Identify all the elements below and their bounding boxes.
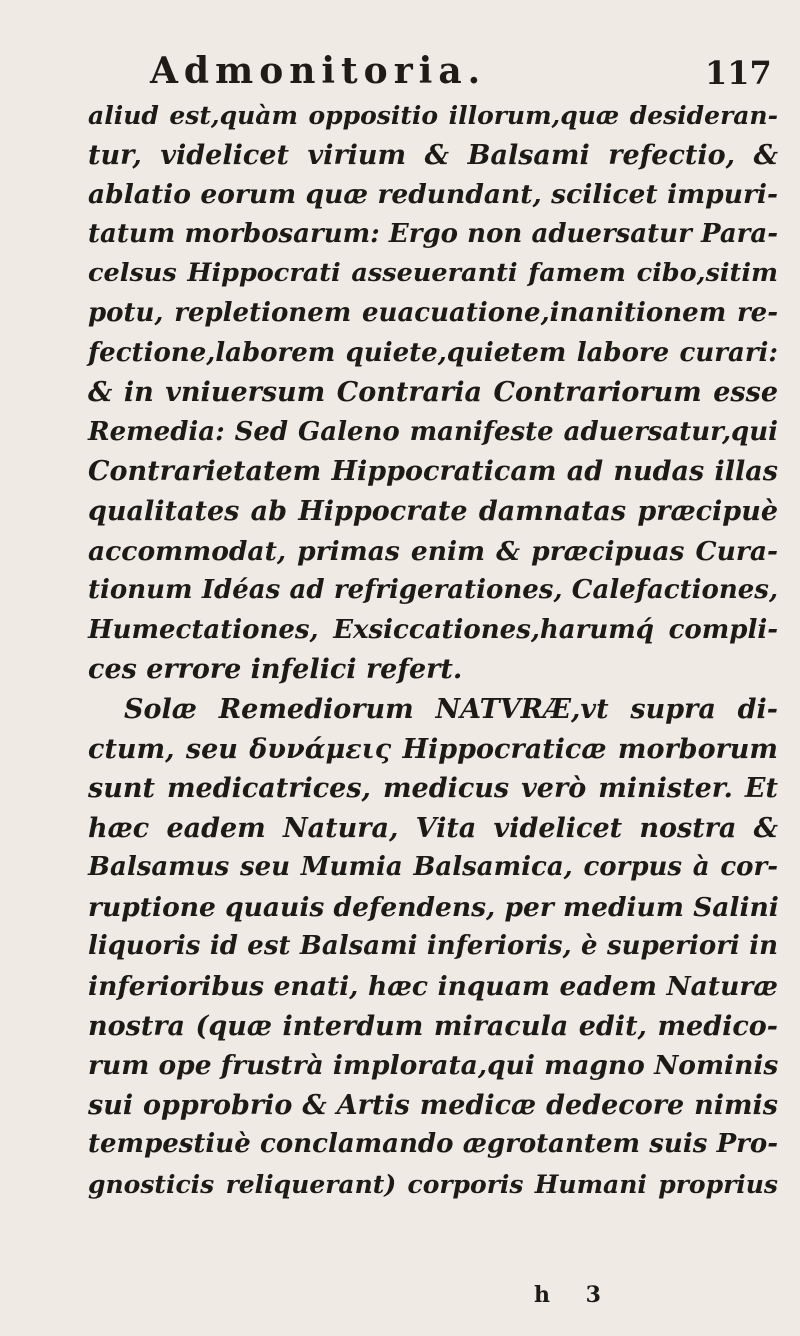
text-line-25: rum ope frustrà implorata,qui magno Nominis xyxy=(88,1050,779,1082)
text-line-17: ctum, seu δυνάμεις Hippocraticæ morborum xyxy=(88,733,778,765)
text-line-2: tur, videlicet virium & Balsami refectio, & xyxy=(88,139,778,171)
text-line-10: Contrarietatem Hippocraticam ad nudas illas xyxy=(88,456,778,488)
text-line-8: & in vniuersum Contraria Contrariorum esse xyxy=(88,377,778,409)
text-line-27: tempestiuè conclamando ægrotantem suis Pro- xyxy=(88,1129,778,1160)
text-line-21: ruptione quauis defendens, per medium Salini xyxy=(88,891,779,923)
text-line-12: accommodat, primas enim & præcipuas Cura- xyxy=(88,535,778,567)
text-line-13: tionum Idéas ad refrigerationes, Calefactiones, xyxy=(88,575,778,606)
text-line-24: nostra (quæ interdum miracula edit, medico- xyxy=(88,1010,778,1042)
text-line-14: Humectationes, Exsiccationes,harumq́ compli- xyxy=(88,614,778,645)
signature-mark: h 3 xyxy=(534,1282,615,1308)
text-line-20: Balsamus seu Mumia Balsamica, corpus à cor- xyxy=(88,852,778,883)
text-line-4: tatum morbosarum: Ergo non aduersatur Para- xyxy=(88,218,778,249)
text-line-15: ces errore infelici refert. xyxy=(88,654,463,686)
text-line-22: liquoris id est Balsami inferioris, è superiori in xyxy=(88,931,778,962)
text-line-19: hæc eadem Natura, Vita videlicet nostra & xyxy=(88,812,778,844)
text-line-7: fectione,laborem quiete,quietem labore curari: xyxy=(88,337,778,368)
text-line-5: celsus Hippocrati asseueranti famem cibo,sitim xyxy=(88,258,778,289)
body-text xyxy=(88,96,778,1205)
text-line-9: Remedia: Sed Galeno manifeste aduersatur,qui xyxy=(88,416,778,447)
page-number: 117 xyxy=(705,54,772,92)
text-line-26: sui opprobrio & Artis medicæ dedecore nimis xyxy=(88,1089,778,1121)
text-line-6: potu, repletionem euacuatione,inanitionem re- xyxy=(88,297,778,328)
text-line-23: inferioribus enati, hæc inquam eadem Naturæ xyxy=(88,971,778,1003)
running-head: Admonitoria. xyxy=(150,50,487,92)
text-line-1: aliud est,quàm oppositio illorum,quæ desideran- xyxy=(88,101,778,130)
page-header xyxy=(0,50,800,100)
text-line-16: Solæ Remediorum NATVRÆ,vt supra di- xyxy=(124,693,778,725)
text-line-18: sunt medicatrices, medicus verò minister. Et xyxy=(88,773,778,805)
text-line-28: gnosticis reliquerant) corporis Humani proprius xyxy=(88,1170,778,1200)
text-line-11: qualitates ab Hippocrate damnatas præcipuè xyxy=(88,495,778,527)
text-line-3: ablatio eorum quæ redundant, scilicet impuri- xyxy=(88,179,778,211)
